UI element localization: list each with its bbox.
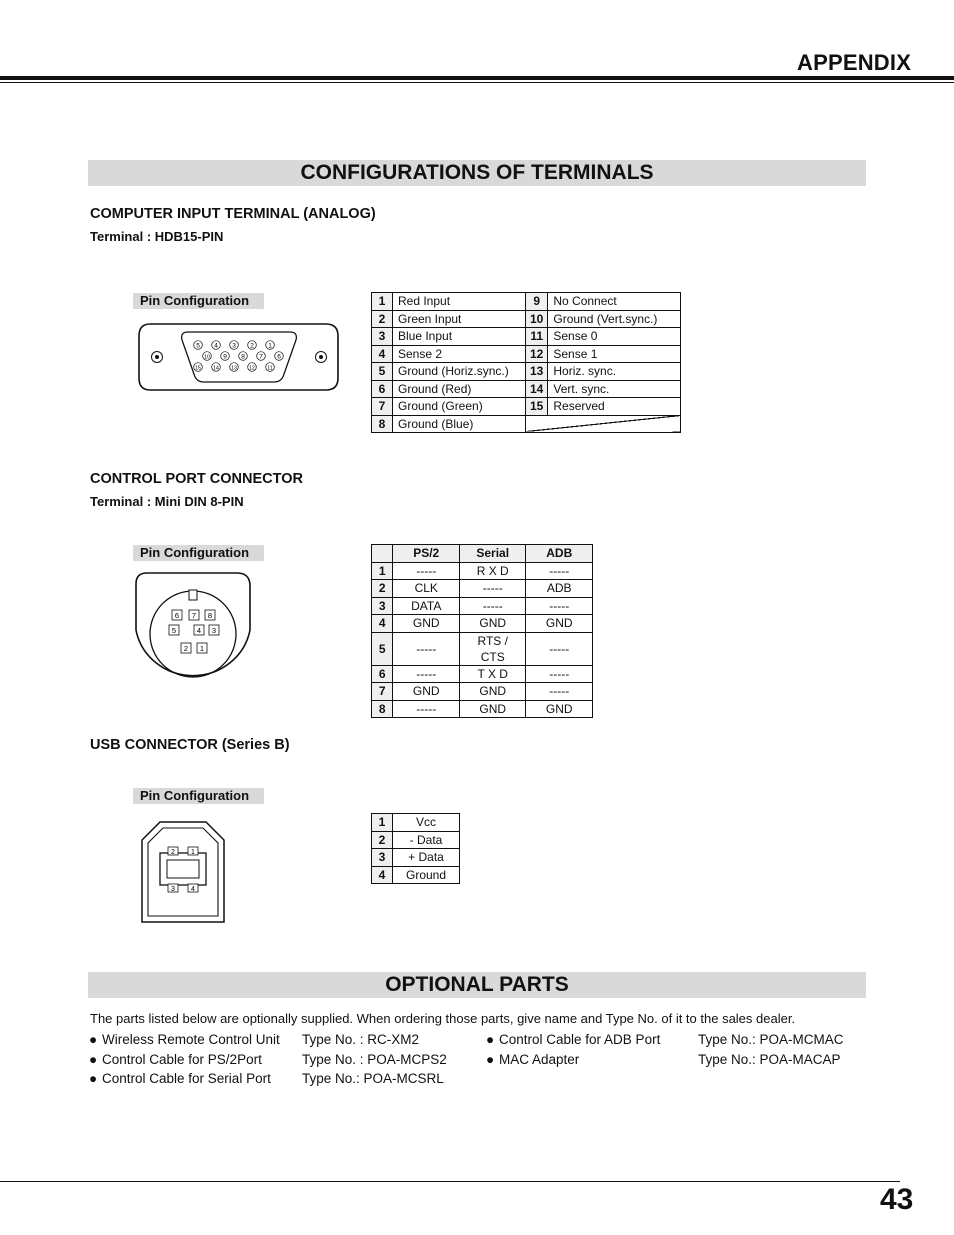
adb-signal: GND [526, 700, 593, 718]
hdb-pin [266, 341, 275, 350]
hdb-pin [194, 341, 203, 350]
hdb-pin [221, 352, 230, 361]
optional-title-band [88, 972, 866, 998]
table-row [372, 597, 593, 615]
hdb-pin [257, 352, 266, 361]
ps2-signal: ----- [393, 562, 460, 580]
din-pin [189, 610, 199, 620]
empty-cell [526, 415, 681, 433]
pin-signal: No Connect [548, 293, 681, 311]
table-row [372, 345, 681, 363]
pin-signal: Vcc [393, 814, 460, 832]
usb-pin [188, 884, 198, 893]
svg-text:11: 11 [267, 365, 273, 372]
header-rule-thin [0, 82, 954, 83]
col-header: Serial [459, 545, 526, 563]
svg-text:2: 2 [183, 644, 189, 653]
control-heading: CONTROL PORT CONNECTOR [90, 471, 303, 487]
pin-number: 7 [372, 683, 393, 701]
part-name: Wireless Remote Control Unit [102, 1032, 280, 1047]
page-number: 43 [880, 1183, 914, 1216]
footer-rule [0, 1181, 900, 1182]
usb-pin [168, 884, 178, 893]
serial-signal: ----- [459, 597, 526, 615]
svg-text:1: 1 [191, 849, 195, 856]
ps2-signal: GND [393, 615, 460, 633]
table-row [372, 415, 681, 433]
svg-text:8: 8 [207, 611, 213, 620]
svg-text:9: 9 [223, 353, 227, 361]
pin-signal: Sense 0 [548, 328, 681, 346]
hdb-pin [248, 341, 257, 350]
ps2-signal: DATA [393, 597, 460, 615]
table-row [372, 398, 681, 416]
hdb15-connector-diagram [136, 320, 342, 396]
pin-signal: Sense 2 [393, 345, 526, 363]
pin-number: 2 [372, 310, 393, 328]
hdb-pin [275, 352, 284, 361]
adb-signal: ----- [526, 562, 593, 580]
hdb-pin [248, 363, 257, 372]
usb-heading: USB CONNECTOR (Series B) [90, 737, 290, 753]
config-title-band [88, 160, 866, 186]
pin-config-label: Pin Configuration [133, 788, 264, 804]
pin-number: 15 [526, 398, 548, 416]
bullet-icon: ● [89, 1051, 98, 1067]
din-pin [209, 625, 219, 635]
pin-number: 1 [372, 814, 393, 832]
optional-title: OPTIONAL PARTS [385, 973, 569, 996]
pin-signal: Sense 1 [548, 345, 681, 363]
pin-number: 13 [526, 363, 548, 381]
svg-text:15: 15 [195, 365, 201, 372]
part-type-number: Type No. : POA-MCPS2 [302, 1051, 447, 1067]
hdb-pin [212, 363, 221, 372]
usb-b-connector-diagram [140, 820, 226, 924]
hdb15-pin-table [371, 292, 681, 433]
table-row [372, 293, 681, 311]
pin-number: 8 [372, 700, 393, 718]
adb-signal: ----- [526, 597, 593, 615]
svg-text:3: 3 [232, 342, 236, 350]
table-row [372, 363, 681, 381]
part-name: Control Cable for ADB Port [499, 1032, 661, 1047]
pin-signal: Reserved [548, 398, 681, 416]
svg-text:3: 3 [211, 626, 217, 635]
pin-number: 2 [372, 831, 393, 849]
pin-signal: Ground (Red) [393, 380, 526, 398]
svg-text:14: 14 [213, 365, 219, 372]
serial-signal: GND [459, 700, 526, 718]
svg-text:5: 5 [171, 626, 177, 635]
pin-signal: Ground [393, 866, 460, 884]
config-title: CONFIGURATIONS OF TERMINALS [300, 161, 654, 184]
usb-pin-table [371, 813, 460, 884]
ps2-signal: ----- [393, 665, 460, 683]
ps2-signal: GND [393, 683, 460, 701]
pin-number: 1 [372, 562, 393, 580]
hdb-pin [266, 363, 275, 372]
serial-signal: ----- [459, 580, 526, 598]
bullet-icon: ● [89, 1032, 98, 1047]
section-title: APPENDIX [797, 50, 912, 75]
pin-signal: + Data [393, 849, 460, 867]
svg-text:4: 4 [214, 342, 218, 350]
screw-left-icon [152, 352, 163, 363]
pin-number: 2 [372, 580, 393, 598]
svg-text:5: 5 [196, 342, 200, 350]
control-terminal: Terminal : Mini DIN 8-PIN [90, 494, 244, 509]
mini-din-connector-diagram [133, 570, 255, 690]
ps2-signal: ----- [393, 632, 460, 665]
hdb-pin [212, 341, 221, 350]
svg-text:12: 12 [249, 365, 255, 372]
pin-number: 11 [526, 328, 548, 346]
din-pin [205, 610, 215, 620]
svg-text:6: 6 [277, 353, 281, 361]
pin-signal: - Data [393, 831, 460, 849]
table-row [372, 849, 460, 867]
din-pin [197, 643, 207, 653]
hdb-pin [230, 341, 239, 350]
din-pin [194, 625, 204, 635]
bullet-icon: ● [486, 1051, 495, 1067]
table-row [372, 866, 460, 884]
pin-signal: Ground (Blue) [393, 415, 526, 433]
hdb-pin [194, 363, 203, 372]
col-header: ADB [526, 545, 593, 563]
svg-text:2: 2 [171, 849, 175, 856]
table-row [372, 632, 593, 665]
pin-number: 5 [372, 363, 393, 381]
bullet-icon: ● [89, 1071, 98, 1086]
pin-number: 5 [372, 632, 393, 665]
pin-signal: Ground (Horiz.sync.) [393, 363, 526, 381]
pin-config-label: Pin Configuration [133, 545, 264, 561]
computer-terminal: Terminal : HDB15-PIN [90, 229, 224, 244]
part-name: MAC Adapter [499, 1051, 580, 1067]
table-row [372, 831, 460, 849]
ps2-signal: ----- [393, 700, 460, 718]
din-pin [172, 610, 182, 620]
pin-config-label: Pin Configuration [133, 293, 264, 309]
part-type-number: Type No. : RC-XM2 [302, 1032, 420, 1047]
pin-number: 14 [526, 380, 548, 398]
pin-number: 12 [526, 345, 548, 363]
svg-text:10: 10 [204, 354, 210, 361]
pin-number: 7 [372, 398, 393, 416]
table-row [372, 683, 593, 701]
pin-number: 9 [526, 293, 548, 311]
svg-text:4: 4 [196, 626, 202, 635]
computer-heading: COMPUTER INPUT TERMINAL (ANALOG) [90, 206, 376, 222]
hdb-pin [239, 352, 248, 361]
bullet-icon: ● [486, 1032, 495, 1047]
table-row [372, 615, 593, 633]
part-type-number: Type No.: POA-MACAP [698, 1051, 841, 1067]
adb-signal: GND [526, 615, 593, 633]
svg-text:4: 4 [191, 886, 195, 893]
pin-signal: Blue Input [393, 328, 526, 346]
pin-signal: Green Input [393, 310, 526, 328]
table-row [372, 700, 593, 718]
svg-text:1: 1 [268, 342, 272, 350]
pin-signal: Red Input [393, 293, 526, 311]
svg-text:3: 3 [171, 886, 175, 893]
optional-intro: The parts listed below are optionally supplied. When ordering those parts, give name and Type No. of it to the sales dealer. [90, 1011, 796, 1026]
col-header: PS/2 [393, 545, 460, 563]
table-row [372, 310, 681, 328]
svg-text:8: 8 [241, 353, 245, 361]
usb-pin [188, 847, 198, 856]
table-row [372, 814, 460, 832]
din-pin [169, 625, 179, 635]
part-name: Control Cable for PS/2Port [102, 1051, 262, 1067]
pin-signal: Ground (Green) [393, 398, 526, 416]
part-type-number: Type No.: POA-MCMAC [698, 1032, 844, 1047]
adb-signal: ADB [526, 580, 593, 598]
pin-number: 4 [372, 345, 393, 363]
serial-signal: R X D [459, 562, 526, 580]
header-rule [0, 76, 954, 80]
serial-signal: RTS / CTS [459, 632, 526, 665]
svg-text:7: 7 [259, 353, 263, 361]
adb-signal: ----- [526, 632, 593, 665]
pin-number: 3 [372, 597, 393, 615]
svg-text:13: 13 [231, 365, 237, 372]
pin-signal: Horiz. sync. [548, 363, 681, 381]
pin-number: 6 [372, 665, 393, 683]
serial-signal: T X D [459, 665, 526, 683]
pin-number: 4 [372, 866, 393, 884]
hdb-pin [203, 352, 212, 361]
adb-signal: ----- [526, 665, 593, 683]
pin-signal: Ground (Vert.sync.) [548, 310, 681, 328]
pin-number: 8 [372, 415, 393, 433]
svg-text:7: 7 [191, 611, 197, 620]
ps2-signal: CLK [393, 580, 460, 598]
pin-number: 4 [372, 615, 393, 633]
mini-din-pin-table [371, 544, 593, 718]
table-row [372, 562, 593, 580]
table-row [372, 665, 593, 683]
table-row [372, 328, 681, 346]
part-name: Control Cable for Serial Port [102, 1071, 271, 1086]
table-row [372, 580, 593, 598]
pin-number: 3 [372, 849, 393, 867]
pin-number: 1 [372, 293, 393, 311]
svg-text:1: 1 [199, 644, 205, 653]
serial-signal: GND [459, 615, 526, 633]
pin-number: 3 [372, 328, 393, 346]
svg-text:2: 2 [250, 342, 254, 350]
serial-signal: GND [459, 683, 526, 701]
part-type-number: Type No.: POA-MCSRL [302, 1071, 444, 1086]
screw-right-icon [316, 352, 327, 363]
usb-pin [168, 847, 178, 856]
pin-number: 10 [526, 310, 548, 328]
table-row [372, 380, 681, 398]
adb-signal: ----- [526, 683, 593, 701]
pin-signal: Vert. sync. [548, 380, 681, 398]
hdb-pin [230, 363, 239, 372]
din-pin [181, 643, 191, 653]
pin-number: 6 [372, 380, 393, 398]
svg-text:6: 6 [174, 611, 180, 620]
